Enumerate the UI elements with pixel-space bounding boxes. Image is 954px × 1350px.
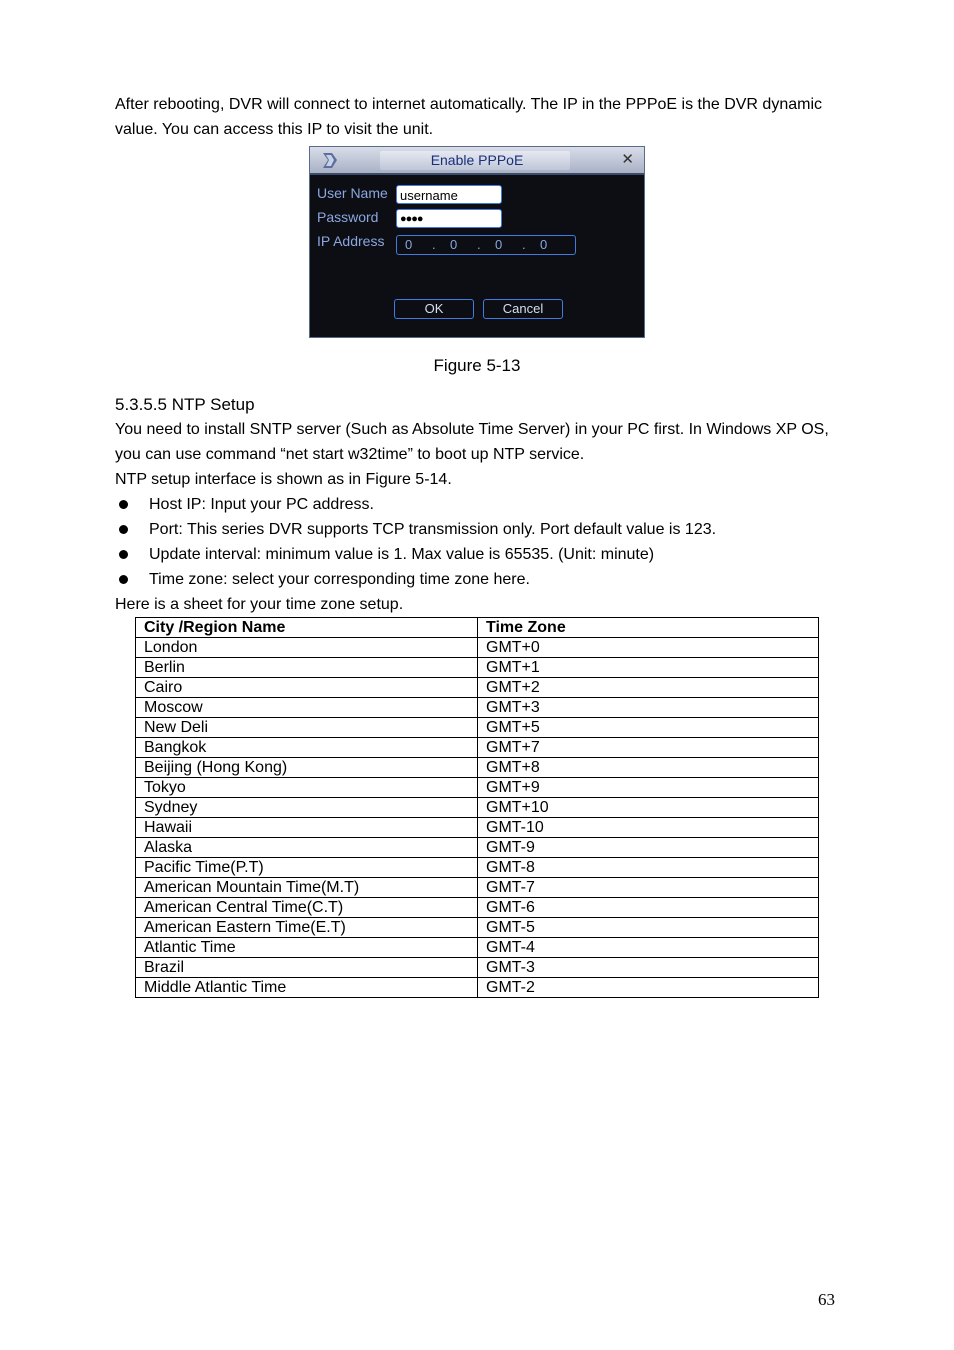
cell-time-zone: GMT+2 bbox=[478, 678, 819, 698]
section-heading: 5.3.5.5 NTP Setup bbox=[115, 395, 255, 414]
table-row bbox=[136, 778, 819, 798]
cell-city: Middle Atlantic Time bbox=[136, 978, 478, 998]
table-row bbox=[136, 938, 819, 958]
ip-address-label: IP Address bbox=[317, 233, 385, 249]
list-item: Host IP: Input your PC address. bbox=[115, 492, 716, 517]
install-paragraph: You need to install SNTP server (Such as Absolute Time Server) in your PC first. In Windows XP OS, you can use command “net start w32time” to boot up NTP service. bbox=[115, 421, 829, 463]
page-number: 63 bbox=[818, 1290, 835, 1309]
ip-address-input[interactable]: 0 . 0 . 0 . 0 bbox=[396, 235, 576, 255]
list-item: Time zone: select your corresponding time zone here. bbox=[115, 567, 716, 592]
table-row bbox=[136, 738, 819, 758]
figure-caption: Figure 5-13 bbox=[433, 356, 521, 375]
table-row bbox=[136, 798, 819, 818]
intro-paragraph: After rebooting, DVR will connect to internet automatically. The IP in the PPPoE is the DVR dynamic value. You can access this IP to visit the unit. bbox=[115, 96, 823, 138]
cell-city: London bbox=[136, 638, 478, 658]
cell-time-zone: GMT+8 bbox=[478, 758, 819, 778]
interface-paragraph: NTP setup interface is shown as in Figure 5-14. bbox=[115, 471, 452, 488]
user-name-input[interactable]: username bbox=[396, 185, 502, 204]
cell-city: Alaska bbox=[136, 838, 478, 858]
cell-time-zone: GMT-8 bbox=[478, 858, 819, 878]
bullet-icon bbox=[119, 550, 128, 559]
list-item: Port: This series DVR supports TCP transmission only. Port default value is 123. bbox=[115, 517, 716, 542]
table-row bbox=[136, 718, 819, 738]
cell-time-zone: GMT-4 bbox=[478, 938, 819, 958]
bullet-icon bbox=[119, 500, 128, 509]
cell-city: Sydney bbox=[136, 798, 478, 818]
cell-time-zone: GMT+1 bbox=[478, 658, 819, 678]
cell-city: Berlin bbox=[136, 658, 478, 678]
table-row bbox=[136, 638, 819, 658]
ntp-field-list bbox=[115, 492, 716, 592]
cell-city: Cairo bbox=[136, 678, 478, 698]
cell-city: Moscow bbox=[136, 698, 478, 718]
table-row bbox=[136, 698, 819, 718]
user-name-label: User Name bbox=[317, 185, 388, 201]
cell-city: New Deli bbox=[136, 718, 478, 738]
sheet-note: Here is a sheet for your time zone setup. bbox=[115, 596, 404, 613]
password-label: Password bbox=[317, 209, 379, 225]
cell-time-zone: GMT-6 bbox=[478, 898, 819, 918]
table-row bbox=[136, 818, 819, 838]
table-row bbox=[136, 678, 819, 698]
ip-octet[interactable]: 0 bbox=[540, 237, 548, 252]
cell-time-zone: GMT-9 bbox=[478, 838, 819, 858]
cell-time-zone: GMT-3 bbox=[478, 958, 819, 978]
table-row bbox=[136, 958, 819, 978]
time-zone-table-body bbox=[136, 638, 819, 998]
table-row bbox=[136, 898, 819, 918]
cell-city: Bangkok bbox=[136, 738, 478, 758]
cell-time-zone: GMT+9 bbox=[478, 778, 819, 798]
cell-time-zone: GMT+0 bbox=[478, 638, 819, 658]
cell-city: Beijing (Hong Kong) bbox=[136, 758, 478, 778]
cell-time-zone: GMT+3 bbox=[478, 698, 819, 718]
cell-time-zone: GMT-10 bbox=[478, 818, 819, 838]
table-row bbox=[136, 838, 819, 858]
cell-city: Brazil bbox=[136, 958, 478, 978]
table-row bbox=[136, 878, 819, 898]
bullet-icon bbox=[119, 575, 128, 584]
bullet-icon bbox=[119, 525, 128, 534]
list-item: Update interval: minimum value is 1. Max value is 65535. (Unit: minute) bbox=[115, 542, 716, 567]
dialog-body bbox=[310, 173, 644, 337]
cell-city: Hawaii bbox=[136, 818, 478, 838]
table-row bbox=[136, 978, 819, 998]
cell-city: Tokyo bbox=[136, 778, 478, 798]
password-input[interactable]: ●●●● bbox=[396, 209, 502, 228]
ip-octet[interactable]: 0 bbox=[405, 237, 413, 252]
ntp-description bbox=[115, 417, 845, 492]
cell-city: Pacific Time(P.T) bbox=[136, 858, 478, 878]
time-zone-table bbox=[135, 617, 819, 998]
table-row bbox=[136, 658, 819, 678]
dialog-title-bar bbox=[310, 147, 644, 173]
cancel-button[interactable]: Cancel bbox=[483, 299, 563, 319]
dialog-title: Enable PPPoE bbox=[430, 152, 524, 168]
column-header-city: City /Region Name bbox=[136, 618, 478, 638]
ok-button[interactable]: OK bbox=[394, 299, 474, 319]
table-row bbox=[136, 758, 819, 778]
table-row bbox=[136, 858, 819, 878]
ip-octet[interactable]: 0 bbox=[450, 237, 458, 252]
cell-city: American Central Time(C.T) bbox=[136, 898, 478, 918]
table-row bbox=[136, 918, 819, 938]
cell-time-zone: GMT+5 bbox=[478, 718, 819, 738]
table-header-row bbox=[136, 618, 819, 638]
cell-time-zone: GMT-2 bbox=[478, 978, 819, 998]
cell-city: Atlantic Time bbox=[136, 938, 478, 958]
cell-city: American Mountain Time(M.T) bbox=[136, 878, 478, 898]
cell-time-zone: GMT-5 bbox=[478, 918, 819, 938]
close-icon[interactable]: ✕ bbox=[621, 151, 634, 168]
cell-time-zone: GMT+7 bbox=[478, 738, 819, 758]
cell-city: American Eastern Time(E.T) bbox=[136, 918, 478, 938]
column-header-time-zone: Time Zone bbox=[478, 618, 819, 638]
enable-pppoe-dialog bbox=[309, 146, 645, 338]
cell-time-zone: GMT-7 bbox=[478, 878, 819, 898]
ip-octet[interactable]: 0 bbox=[495, 237, 503, 252]
cell-time-zone: GMT+10 bbox=[478, 798, 819, 818]
